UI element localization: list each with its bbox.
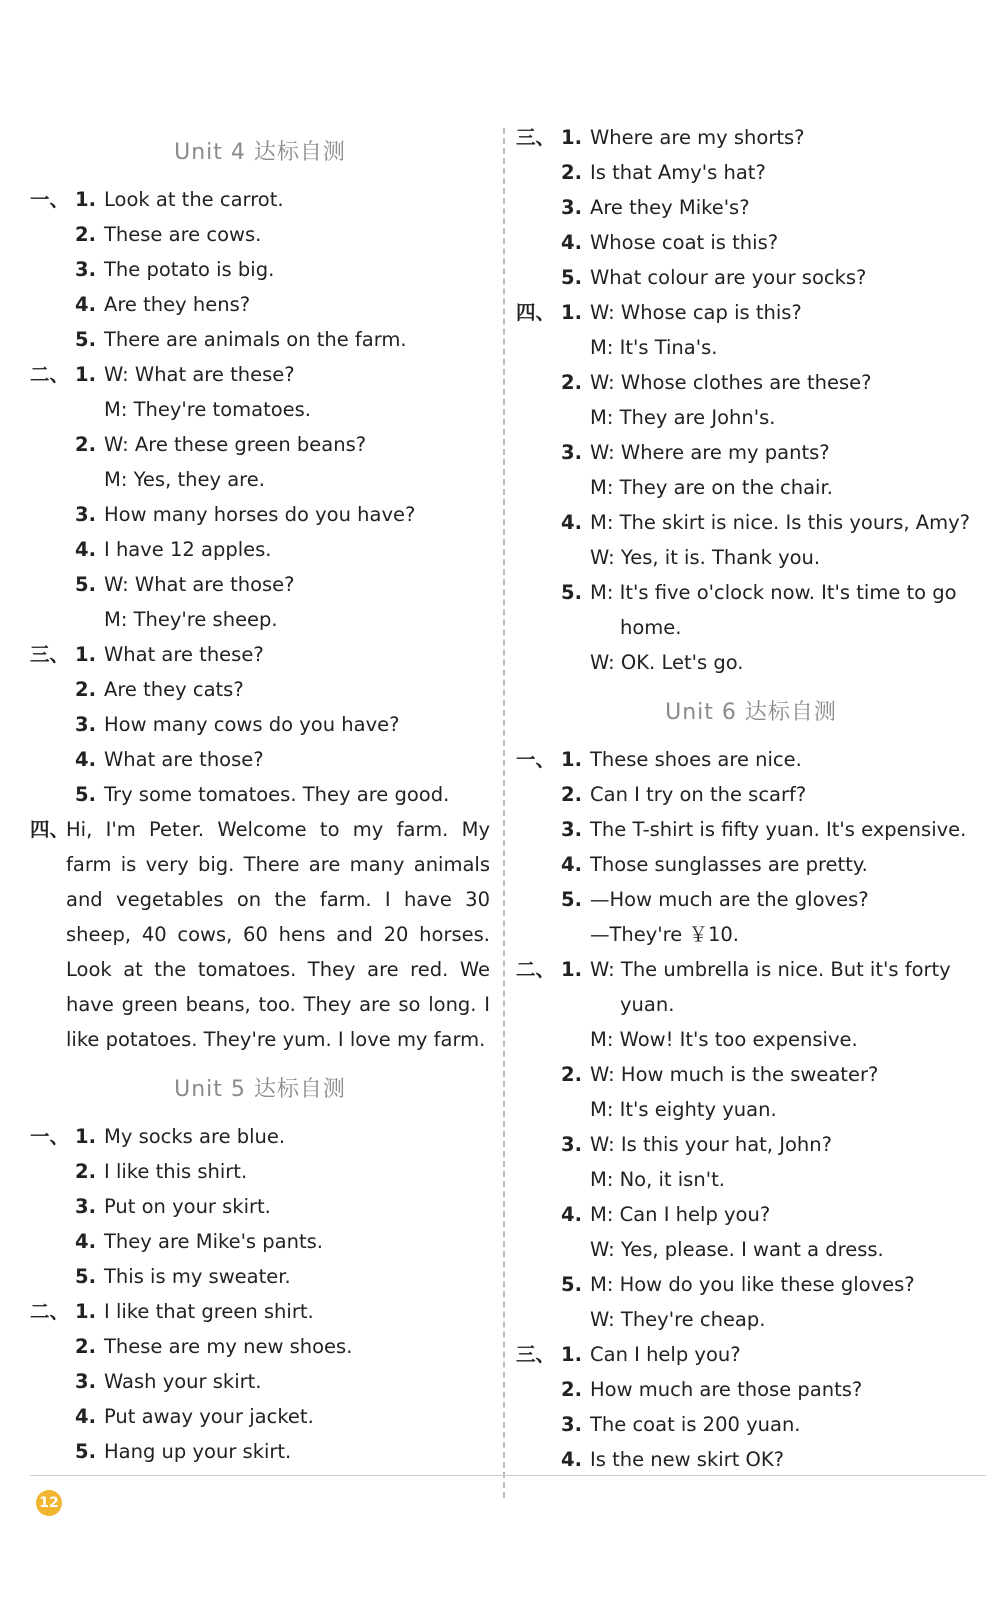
list-item: 二、 1. W: What are these? — [30, 363, 295, 386]
list-item: M: They are on the chair. — [590, 476, 833, 499]
list-item: M: They're sheep. — [104, 608, 278, 631]
list-item: 5. M: How do you like these gloves? — [561, 1273, 915, 1296]
list-item: 一、 1. My socks are blue. — [30, 1125, 286, 1148]
list-item: 一、 1. Look at the carrot. — [30, 188, 284, 211]
list-item: 4. I have 12 apples. — [75, 538, 272, 561]
list-item: 3. How many horses do you have? — [75, 503, 416, 526]
list-item: 一、 1. These shoes are nice. — [516, 748, 802, 771]
list-item: 三、 1. What are these? — [30, 643, 264, 666]
list-item: 5. —How much are the gloves? — [561, 888, 869, 911]
list-item: 4. They are Mike's pants. — [75, 1230, 323, 1253]
list-item: home. — [620, 616, 682, 639]
list-item: 2. Are they cats? — [75, 678, 244, 701]
unit-5-title: Unit 5 达标自测 — [174, 1077, 346, 1102]
paragraph: 四、Hi, I'm Peter. Welcome to my farm. My farm is very big. There are many animals and vegetables on the farm. I have 30 sheep, 40 cows, 60 hens and 20 horses. Look at the tomatoes. They are red. We have green beans, too. They are so long. I like potatoes. They're yum. I love my farm. — [30, 818, 490, 1051]
unit-6-title: Unit 6 达标自测 — [665, 700, 837, 725]
list-item: 5. M: It's five o'clock now. It's time to go — [561, 581, 957, 604]
list-item: M: It's eighty yuan. — [590, 1098, 777, 1121]
list-item: 3. The coat is 200 yuan. — [561, 1413, 801, 1436]
list-item: 4. M: Can I help you? — [561, 1203, 771, 1226]
list-item: 4. Is the new skirt OK? — [561, 1448, 785, 1471]
list-item: 2. These are my new shoes. — [75, 1335, 353, 1358]
list-item: 5. What colour are your socks? — [561, 266, 867, 289]
list-item: 二、 1. I like that green shirt. — [30, 1300, 314, 1323]
list-item: 5. There are animals on the farm. — [75, 328, 407, 351]
list-item: W: They're cheap. — [590, 1308, 766, 1331]
list-item: 3. Wash your skirt. — [75, 1370, 262, 1393]
list-item: 2. Is that Amy's hat? — [561, 161, 766, 184]
list-item: M: It's Tina's. — [590, 336, 718, 359]
list-item: 5. Hang up your skirt. — [75, 1440, 292, 1463]
list-item: W: OK. Let's go. — [590, 651, 744, 674]
list-item: M: They're tomatoes. — [104, 398, 311, 421]
list-item: W: Yes, it is. Thank you. — [590, 546, 821, 569]
list-item: 2. Can I try on the scarf? — [561, 783, 807, 806]
list-item: 四、 1. W: Whose cap is this? — [516, 301, 802, 324]
footer-rule — [30, 1475, 986, 1476]
list-item: 4. Are they hens? — [75, 293, 251, 316]
unit-4-title: Unit 4 达标自测 — [174, 140, 346, 165]
list-item: 三、 1. Can I help you? — [516, 1343, 741, 1366]
list-item: 2. How much are those pants? — [561, 1378, 863, 1401]
list-item: 4. Those sunglasses are pretty. — [561, 853, 868, 876]
list-item: 2. W: Whose clothes are these? — [561, 371, 872, 394]
list-item: 2. W: How much is the sweater? — [561, 1063, 879, 1086]
list-item: 5. W: What are those? — [75, 573, 295, 596]
list-item: M: No, it isn't. — [590, 1168, 725, 1191]
list-item: 3. Are they Mike's? — [561, 196, 750, 219]
left-column — [30, 120, 490, 1469]
list-item: M: Wow! It's too expensive. — [590, 1028, 858, 1051]
list-item: 4. What are those? — [75, 748, 264, 771]
list-item: yuan. — [620, 993, 675, 1016]
list-item: 5. Try some tomatoes. They are good. — [75, 783, 450, 806]
right-column — [516, 120, 986, 1477]
list-item: 2. These are cows. — [75, 223, 262, 246]
list-item: 3. How many cows do you have? — [75, 713, 400, 736]
list-item: W: Yes, please. I want a dress. — [590, 1238, 884, 1261]
list-item: 4. Whose coat is this? — [561, 231, 779, 254]
list-item: 4. Put away your jacket. — [75, 1405, 314, 1428]
page-number-badge — [36, 1490, 62, 1516]
list-item: 3. The potato is big. — [75, 258, 275, 281]
list-item: 2. W: Are these green beans? — [75, 433, 367, 456]
column-divider — [503, 128, 505, 1498]
list-item: 三、 1. Where are my shorts? — [516, 126, 805, 149]
list-item: 3. W: Where are my pants? — [561, 441, 830, 464]
list-item: 5. This is my sweater. — [75, 1265, 291, 1288]
page-number: 12 — [36, 1490, 62, 1516]
list-item: 3. Put on your skirt. — [75, 1195, 271, 1218]
paragraph-text: Hi, I'm Peter. Welcome to my farm. My farm is very big. There are many animals and vegetables on the farm. I have 30 sheep, 40 cows, 60 hens and 20 horses. Look at the tomatoes. They are red. We have green beans, too. They are so long. I like potatoes. They're yum. I love my farm. — [66, 818, 490, 1051]
list-item: 3. The T-shirt is fifty yuan. It's expensive. — [561, 818, 967, 841]
list-item: M: Yes, they are. — [104, 468, 265, 491]
list-item: —They're ￥10. — [590, 923, 739, 946]
list-item: 2. I like this shirt. — [75, 1160, 248, 1183]
list-item: 3. W: Is this your hat, John? — [561, 1133, 832, 1156]
list-item: 二、 1. W: The umbrella is nice. But it's forty — [516, 958, 951, 981]
list-item: M: They are John's. — [590, 406, 776, 429]
list-item: 4. M: The skirt is nice. Is this yours, Amy? — [561, 511, 970, 534]
